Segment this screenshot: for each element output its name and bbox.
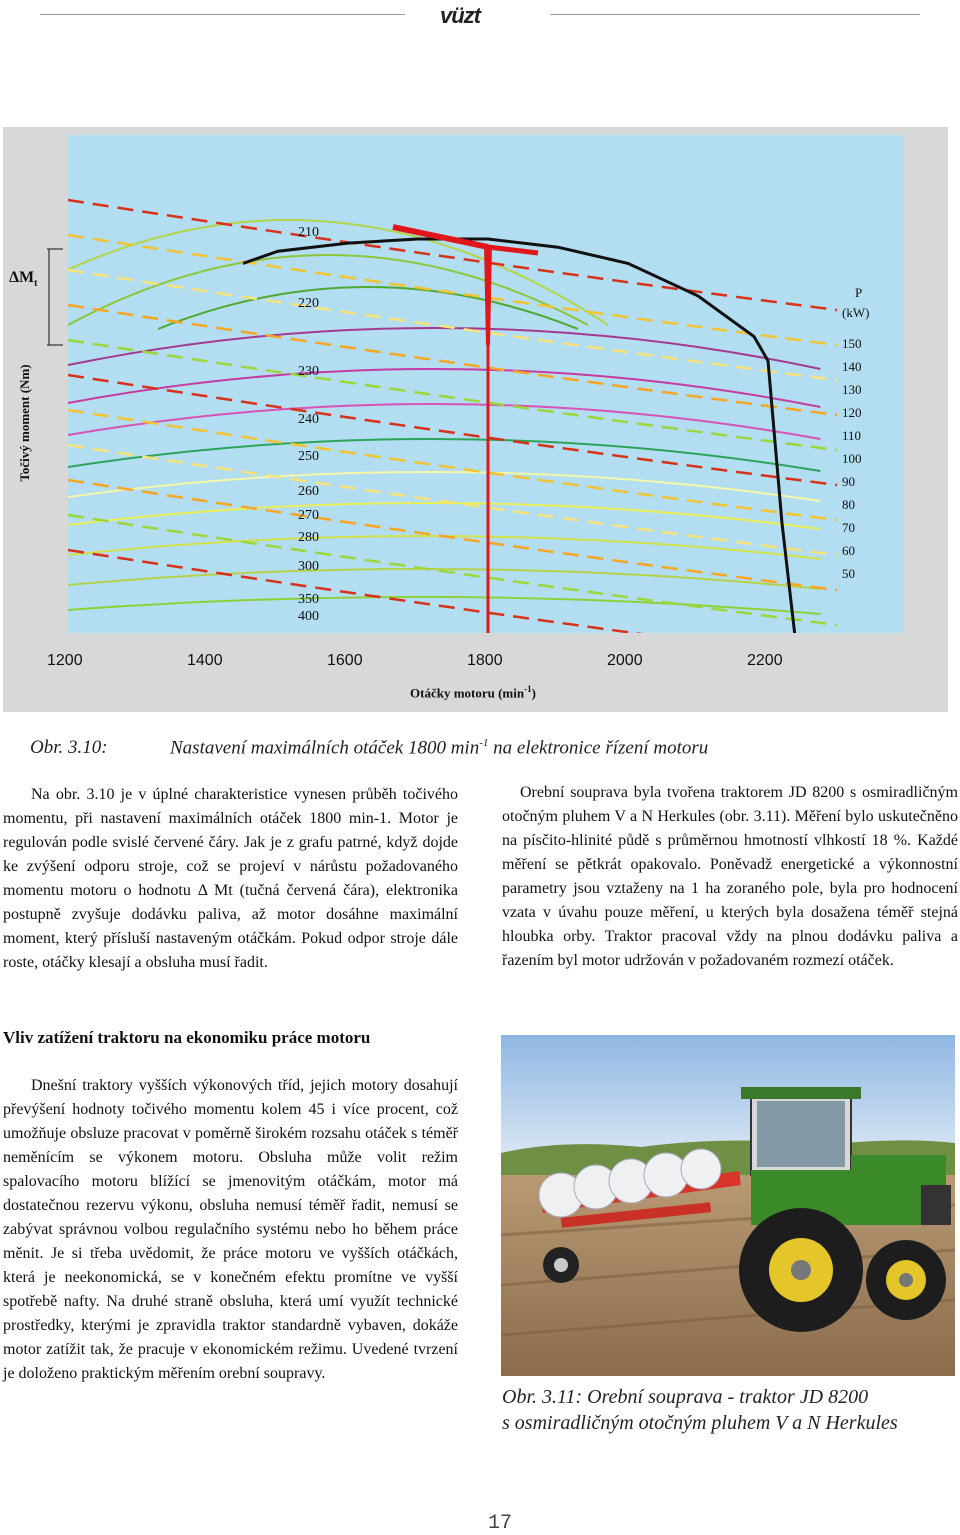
power-tick-label: 120: [842, 405, 862, 420]
x-tick-label: 1800: [467, 652, 503, 669]
x-tick-label: 1600: [327, 652, 363, 669]
power-tick-label: 70: [842, 520, 855, 535]
power-tick-label: 150: [842, 336, 862, 351]
delta-mt-bracket: [43, 247, 67, 347]
header-rule-left: [40, 14, 405, 15]
section-heading: Vliv zatížení traktoru na ekonomiku práce motoru: [3, 1028, 371, 1047]
consumption-label: 260: [298, 484, 319, 499]
tractor-plough-photo: [501, 1035, 955, 1376]
power-tick-label: 100: [842, 451, 862, 466]
figure-3-11-caption-line-1: Obr. 3.11: Orební souprava - traktor JD 8200: [502, 1386, 869, 1408]
power-tick-label: 110: [842, 428, 862, 443]
power-tick-label: 80: [842, 497, 855, 512]
consumption-label: 270: [298, 508, 319, 523]
consumption-label: 400: [298, 609, 319, 624]
vuzt-logo: vüzt: [440, 3, 480, 28]
x-tick-label: 2200: [747, 652, 783, 669]
torque-plot: [68, 135, 904, 633]
y-axis-label: Točivý moment (Nm): [17, 364, 32, 482]
power-tick-label: 90: [842, 474, 855, 489]
delta-mt-label: $\Delta M_t$: [9, 269, 38, 290]
left-paragraph-2: Dnešní traktory vyšších výkonových tříd, jejich motory dosahují převýšení hodnoty točivého momentu kolem 45 i více procent, což umožňuje obsluze pracovat v poměrně širokém rozsahu otáček s téměř neměnícím se výkonem motoru. Obsluha může volit režim spalovacího motoru blížící se jmenovitým otáčkám, motor má dostatečnou rezervu výkonu, obsluha nemusí téměř řadit, nemusí se zabývat správnou volbou regulačního systému nebo ho během práce měnit. Je si třeba uvědomit, že práce motoru ve vyšších otáčkách, která je neekonomická, se v konečném efektu promítne ve vyšší spotřebě nafty. Na druhé straně obsluha, která umí využít technické prostředky, kterými je zpravidla traktor standardně vybaven, dokáže motor zatížit tak, že pracuje v ekonomickém režimu. Uvedené tvrzení je doloženo praktickým měřením orební soupravy.: [3, 1077, 458, 1382]
consumption-label: 350: [298, 592, 319, 607]
header-rule-right: [550, 14, 920, 15]
consumption-label: 210: [298, 225, 319, 240]
x-tick-label: 1200: [47, 652, 83, 669]
power-unit-label: P: [855, 285, 863, 300]
consumption-label: 300: [298, 559, 319, 574]
consumption-label: 240: [298, 412, 319, 427]
x-tick-label: 2000: [607, 652, 643, 669]
consumption-label: 230: [298, 364, 319, 379]
consumption-label: 250: [298, 449, 319, 464]
x-axis-label: Otáčky motoru $(\min^{-1})$: [410, 684, 536, 701]
page-number: 17: [488, 1512, 513, 1535]
left-paragraph-1: Na obr. 3.10 je v úplné charakteristice vynesen průběh točivého momentu, při nastavení maximálních otáček 1800 min-1. Motor je regulován podle svislé červené čáry. Jak je z grafu patrné, když dojde ke zvýšení odporu stroje, což se projeví v nárůstu požadovaného momentu motoru o hodnotu Δ Mt (tučná červená čára), elektronika postupně zvyšuje dodávku paliva, až motor dosáhne maximální moment, který přísluší nastaveným otáčkám. Pokud odpor stroje dále roste, otáčky klesají a obsluha musí řadit.: [3, 786, 458, 971]
power-tick-label: 140: [842, 359, 862, 374]
figure-3-11-caption-line-2: s osmiradličným otočným pluhem V a N Herkules: [502, 1412, 898, 1434]
consumption-label: 280: [298, 530, 319, 545]
consumption-label: 220: [298, 296, 319, 311]
power-tick-label: 60: [842, 543, 855, 558]
right-paragraph-1: Orební souprava byla tvořena traktorem JD 8200 s osmiradličným otočným pluhem V a N Herkules (obr. 3.11). Měření bylo uskutečněno na písčito-hlinité půdě s průměrnou hmotností vlhkostí 18 %. Každé měření se pětkrát opakovalo. Poněvadž energetické a výkonnostní parametry jsou vztaženy na 1 ha zoraného pole, byla pro hodnocení vzata v úvahu pouze měření, u kterých byla dosažena téměř stejná hloubka orby. Traktor pracoval vždy na plnou dodávku paliva a řazením byl motor udržován v požadovaném rozmezí otáček.: [502, 784, 958, 969]
power-unit-sub: (kW): [842, 305, 870, 320]
power-tick-label: 50: [842, 566, 855, 581]
figure-3-10-number: Obr. 3.10:: [30, 737, 108, 758]
x-tick-label: 1400: [187, 652, 223, 669]
power-tick-label: 130: [842, 382, 862, 397]
figure-3-10-caption: Nastavení maximálních otáček 1800 $\min^{-1}$ na elektronice řízení motoru: [170, 737, 709, 759]
